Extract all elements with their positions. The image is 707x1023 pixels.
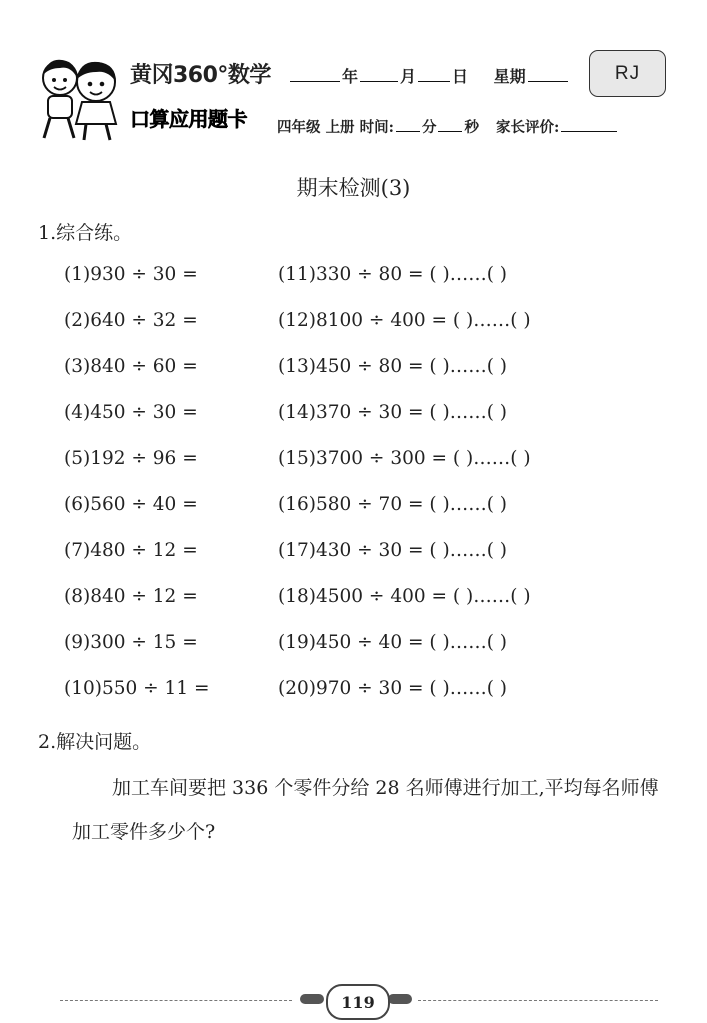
date-row bbox=[288, 64, 570, 87]
section-1-heading: 1.综合练。 bbox=[38, 222, 133, 244]
right-question-14: (14)370 ÷ 30 = ( )……( ) bbox=[278, 402, 508, 423]
right-question-13: (13)450 ÷ 80 = ( )……( ) bbox=[278, 356, 508, 377]
right-question-16: (16)580 ÷ 70 = ( )……( ) bbox=[278, 494, 508, 515]
parent-eval-label: 家长评价: bbox=[496, 119, 560, 136]
answer-blanks[interactable]: ( )……( ) bbox=[452, 586, 531, 607]
info-row bbox=[277, 116, 619, 137]
term-label: 上册 bbox=[325, 119, 355, 136]
edition-badge: RJ bbox=[589, 50, 666, 97]
left-question-9: (9)300 ÷ 15 = bbox=[64, 632, 198, 653]
right-question-11: (11)330 ÷ 80 = ( )……( ) bbox=[278, 264, 508, 285]
footer-divider-right bbox=[418, 1000, 658, 1001]
right-question-12: (12)8100 ÷ 400 = ( )……( ) bbox=[278, 310, 531, 331]
page-title: 期末检测(3) bbox=[296, 176, 411, 200]
left-question-6: (6)560 ÷ 40 = bbox=[64, 494, 198, 515]
right-question-17: (17)430 ÷ 30 = ( )……( ) bbox=[278, 540, 508, 561]
brand-title: 黄冈360°数学 bbox=[130, 63, 271, 88]
answer-blanks[interactable]: ( )……( ) bbox=[429, 402, 508, 423]
right-question-15: (15)3700 ÷ 300 = ( )……( ) bbox=[278, 448, 531, 469]
left-question-10: (10)550 ÷ 11 = bbox=[64, 678, 210, 699]
year-label: 年 bbox=[342, 67, 359, 86]
parent-eval-blank[interactable] bbox=[561, 130, 617, 132]
footer-ornament-left-icon bbox=[300, 994, 324, 1004]
left-question-4: (4)450 ÷ 30 = bbox=[64, 402, 198, 423]
answer-blanks[interactable]: ( )……( ) bbox=[429, 678, 508, 699]
weekday-label: 星期 bbox=[493, 67, 526, 86]
answer-blanks[interactable]: ( )……( ) bbox=[452, 448, 531, 469]
page-number: 119 bbox=[326, 984, 390, 1020]
answer-blanks[interactable]: ( )……( ) bbox=[429, 494, 508, 515]
answer-blanks[interactable]: ( )……( ) bbox=[429, 264, 508, 285]
answer-blanks[interactable]: ( )……( ) bbox=[429, 632, 508, 653]
second-label: 秒 bbox=[464, 119, 479, 136]
grade-label: 四年级 bbox=[277, 119, 321, 136]
left-question-3: (3)840 ÷ 60 = bbox=[64, 356, 198, 377]
month-blank[interactable] bbox=[360, 80, 398, 82]
left-question-7: (7)480 ÷ 12 = bbox=[64, 540, 198, 561]
day-label: 日 bbox=[452, 67, 469, 86]
left-question-2: (2)640 ÷ 32 = bbox=[64, 310, 198, 331]
day-blank[interactable] bbox=[418, 80, 450, 82]
month-label: 月 bbox=[400, 67, 417, 86]
answer-blanks[interactable]: ( )……( ) bbox=[452, 310, 531, 331]
footer-ornament-right-icon bbox=[388, 994, 412, 1004]
brand-subtitle: 口算应用题卡 bbox=[130, 107, 247, 131]
section-2-heading: 2.解决问题。 bbox=[38, 731, 152, 753]
year-blank[interactable] bbox=[290, 80, 340, 82]
weekday-blank[interactable] bbox=[528, 80, 568, 82]
footer-divider-left bbox=[60, 1000, 292, 1001]
minute-label: 分 bbox=[421, 119, 437, 136]
time-label: 时间: bbox=[359, 119, 394, 136]
answer-blanks[interactable]: ( )……( ) bbox=[429, 356, 508, 377]
right-question-18: (18)4500 ÷ 400 = ( )……( ) bbox=[278, 586, 531, 607]
second-blank[interactable] bbox=[438, 130, 462, 132]
left-question-1: (1)930 ÷ 30 = bbox=[64, 264, 198, 285]
right-question-20: (20)970 ÷ 30 = ( )……( ) bbox=[278, 678, 508, 699]
answer-blanks[interactable]: ( )……( ) bbox=[429, 540, 508, 561]
minute-blank[interactable] bbox=[396, 130, 420, 132]
right-question-19: (19)450 ÷ 40 = ( )……( ) bbox=[278, 632, 508, 653]
word-problem: 加工车间要把 336 个零件分给 28 名师傅进行加工,平均每名师傅加工零件多少个? bbox=[72, 777, 659, 843]
children-illustration-icon bbox=[30, 50, 130, 145]
left-question-8: (8)840 ÷ 12 = bbox=[64, 586, 198, 607]
left-question-5: (5)192 ÷ 96 = bbox=[64, 448, 198, 469]
